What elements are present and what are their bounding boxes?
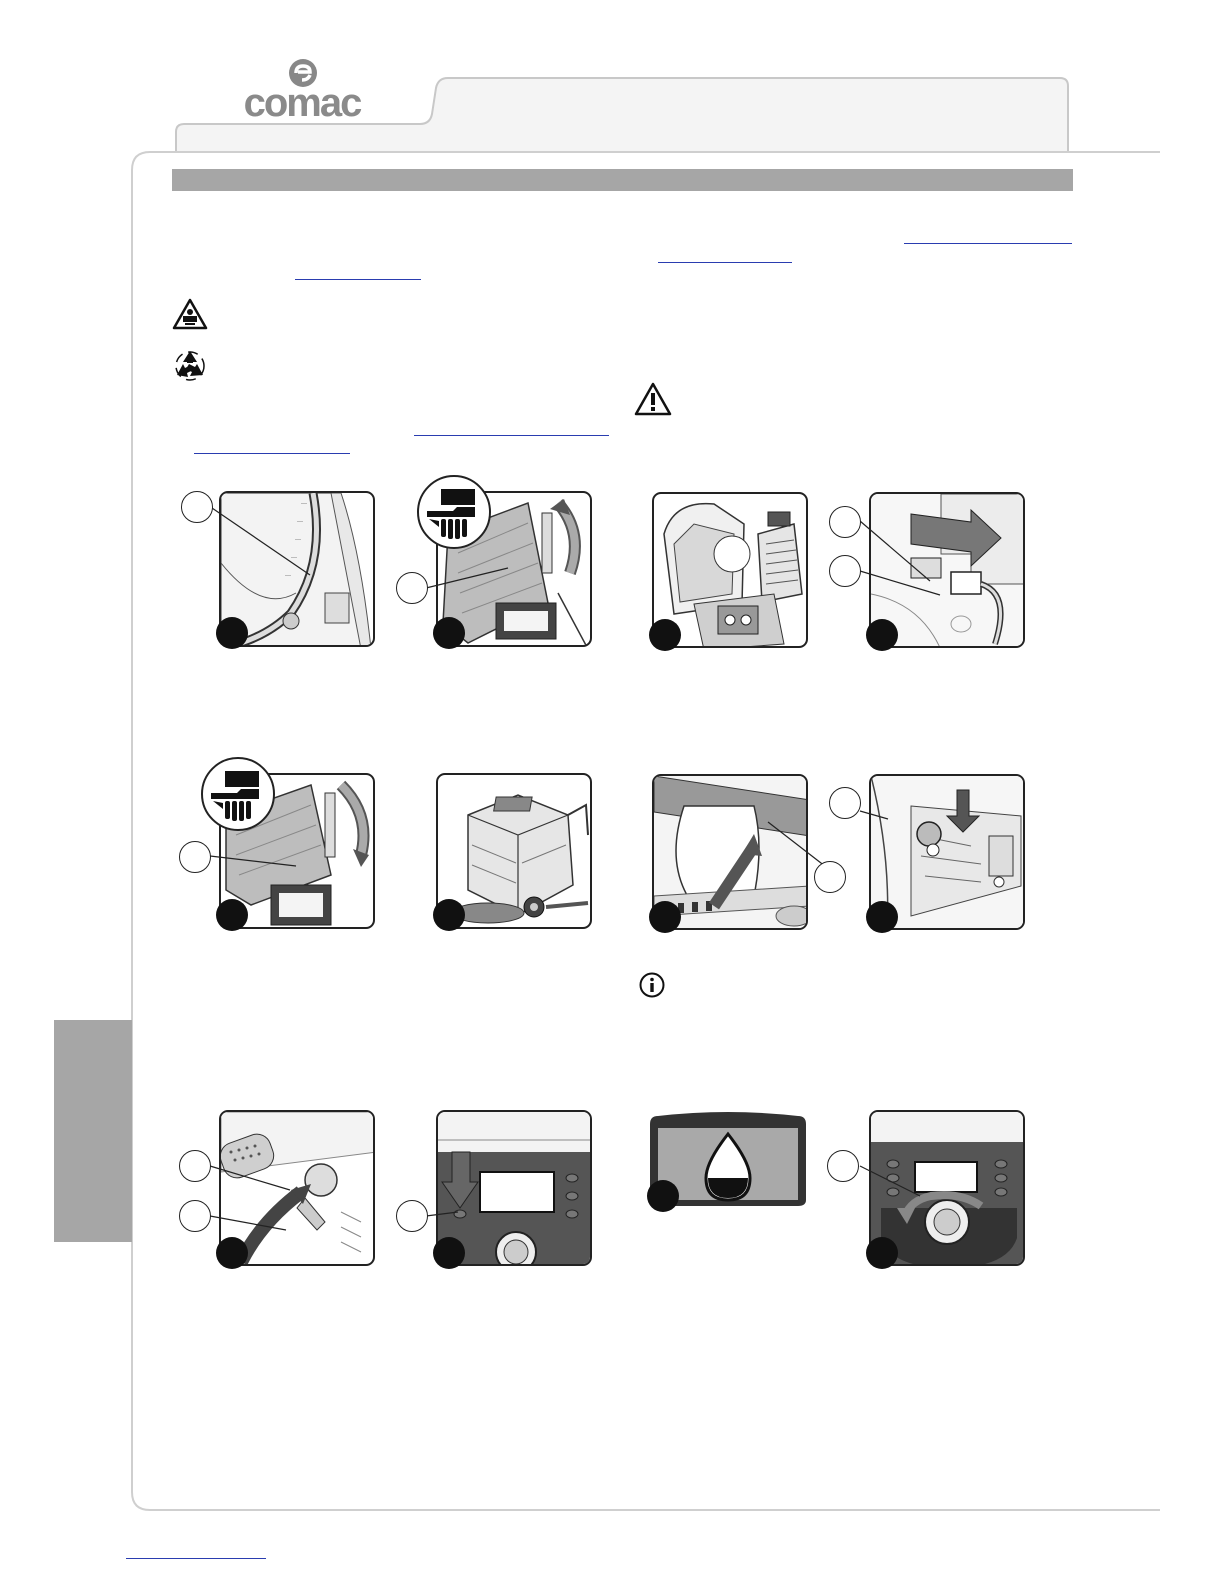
step-marker bbox=[433, 617, 465, 649]
callout-circle bbox=[396, 1200, 428, 1232]
glove-icon bbox=[419, 477, 489, 547]
recycle-icon bbox=[172, 348, 208, 382]
cross-reference-link[interactable] bbox=[194, 453, 350, 454]
callout-circle bbox=[396, 572, 428, 604]
step-marker bbox=[433, 899, 465, 931]
step-marker bbox=[866, 619, 898, 651]
info-icon bbox=[638, 971, 666, 999]
footer-link[interactable] bbox=[126, 1558, 266, 1559]
chapter-side-tab bbox=[54, 1020, 132, 1242]
callout-circle bbox=[829, 506, 861, 538]
hand-protection-symbol bbox=[201, 757, 275, 831]
svg-text:—: — bbox=[291, 555, 297, 561]
lifting-hazard-icon bbox=[172, 298, 208, 330]
cross-reference-link[interactable] bbox=[414, 435, 609, 436]
glove-icon bbox=[203, 759, 273, 829]
step-marker bbox=[866, 1237, 898, 1269]
hand-protection-symbol bbox=[417, 475, 491, 549]
callout-circle bbox=[814, 861, 846, 893]
step-marker bbox=[647, 1180, 679, 1212]
warning-triangle-icon bbox=[634, 382, 672, 416]
step-marker bbox=[649, 619, 681, 651]
cross-reference-link[interactable] bbox=[904, 243, 1072, 244]
svg-text:—: — bbox=[295, 537, 301, 543]
svg-text:comac: comac bbox=[243, 81, 361, 125]
callout-circle bbox=[179, 841, 211, 873]
callout-circle bbox=[179, 1200, 211, 1232]
svg-text:—: — bbox=[285, 573, 291, 579]
svg-text:—: — bbox=[301, 501, 307, 507]
step-marker bbox=[649, 901, 681, 933]
callout-circle bbox=[829, 555, 861, 587]
step-marker bbox=[866, 901, 898, 933]
step-marker bbox=[433, 1237, 465, 1269]
cross-reference-link[interactable] bbox=[658, 262, 792, 263]
section-header-bar bbox=[172, 169, 1073, 191]
callout-circle bbox=[179, 1150, 211, 1182]
svg-text:—: — bbox=[297, 519, 303, 525]
step-marker bbox=[216, 1237, 248, 1269]
callout-circle bbox=[181, 491, 213, 523]
step-marker bbox=[216, 899, 248, 931]
cross-reference-link[interactable] bbox=[295, 279, 421, 280]
callout-circle bbox=[827, 1150, 859, 1182]
callout-circle bbox=[829, 787, 861, 819]
step-marker bbox=[216, 617, 248, 649]
